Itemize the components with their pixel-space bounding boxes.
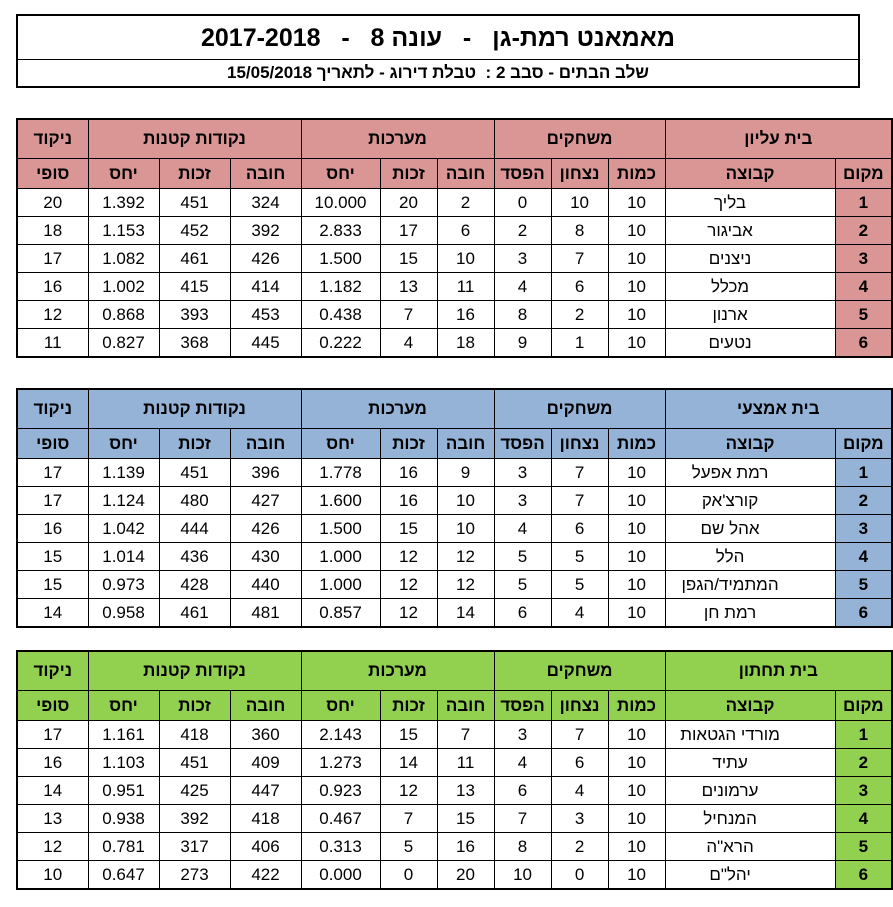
table-row (17, 487, 892, 515)
team-name-cell: רמת אפעל (665, 459, 835, 487)
wins-cell: 5 (551, 571, 608, 599)
sets-credit-cell: 0 (380, 861, 437, 890)
rank-cell: 6 (835, 599, 892, 628)
points-ratio-cell: 0.868 (88, 301, 159, 329)
score-cell: 17 (17, 459, 88, 487)
team-name-cell: יהל"ם (665, 861, 835, 890)
points-ratio-cell: 1.002 (88, 273, 159, 301)
rank-cell: 5 (835, 571, 892, 599)
sets-ratio-cell: 0.222 (301, 329, 380, 358)
sets-credit-header: זכות (380, 691, 437, 721)
points-credit-cell: 461 (159, 599, 230, 628)
played-cell: 10 (608, 189, 665, 217)
table-row (17, 833, 892, 861)
wins-cell: 0 (551, 861, 608, 890)
score-cell: 16 (17, 273, 88, 301)
points-debit-cell: 426 (230, 245, 301, 273)
sets-debit-header: חובה (437, 429, 494, 459)
score-cell: 15 (17, 543, 88, 571)
team-name-cell: קורצ'אק (665, 487, 835, 515)
sets-debit-cell: 7 (437, 721, 494, 749)
points-credit-cell: 368 (159, 329, 230, 358)
points-debit-cell: 430 (230, 543, 301, 571)
sets-ratio-cell: 0.923 (301, 777, 380, 805)
losses-cell: 8 (494, 833, 551, 861)
losses-header: הפסד (494, 691, 551, 721)
group-name: בית אמצעי (665, 389, 892, 429)
team-name-cell: המנחיל (665, 805, 835, 833)
sets-credit-cell: 14 (380, 749, 437, 777)
wins-cell: 2 (551, 833, 608, 861)
played-cell: 10 (608, 515, 665, 543)
score-header-top: ניקוד (17, 651, 88, 691)
rank-cell: 1 (835, 459, 892, 487)
rank-header: מקום (835, 429, 892, 459)
sets-credit-cell: 12 (380, 777, 437, 805)
score-header-bottom: סופי (17, 159, 88, 189)
points-header: נקודות קטנות (88, 389, 301, 429)
wins-cell: 6 (551, 515, 608, 543)
team-name-cell: מורדי הגטאות (665, 721, 835, 749)
wins-cell: 8 (551, 217, 608, 245)
team-name-cell: ניצנים (665, 245, 835, 273)
points-debit-cell: 440 (230, 571, 301, 599)
points-ratio-cell: 1.161 (88, 721, 159, 749)
sets-debit-cell: 11 (437, 749, 494, 777)
team-name-cell: אביגור (665, 217, 835, 245)
table-row (17, 777, 892, 805)
rank-cell: 5 (835, 833, 892, 861)
points-ratio-cell: 1.103 (88, 749, 159, 777)
losses-cell: 5 (494, 571, 551, 599)
points-ratio-cell: 0.951 (88, 777, 159, 805)
points-ratio-cell: 0.827 (88, 329, 159, 358)
played-header: כמות (608, 429, 665, 459)
points-credit-cell: 392 (159, 805, 230, 833)
points-debit-header: חובה (230, 691, 301, 721)
table-row (17, 805, 892, 833)
points-credit-cell: 436 (159, 543, 230, 571)
points-credit-header: זכות (159, 691, 230, 721)
points-ratio-cell: 0.647 (88, 861, 159, 890)
points-ratio-header: יחס (88, 691, 159, 721)
sets-credit-cell: 5 (380, 833, 437, 861)
sets-debit-header: חובה (437, 159, 494, 189)
table-row (17, 861, 892, 890)
sets-debit-cell: 10 (437, 515, 494, 543)
played-header: כמות (608, 159, 665, 189)
upper-house-table (16, 118, 893, 358)
score-cell: 14 (17, 777, 88, 805)
wins-cell: 1 (551, 329, 608, 358)
sets-debit-cell: 20 (437, 861, 494, 890)
rank-cell: 2 (835, 749, 892, 777)
losses-cell: 7 (494, 805, 551, 833)
played-cell: 10 (608, 749, 665, 777)
sets-ratio-cell: 0.857 (301, 599, 380, 628)
team-header: קבוצה (665, 429, 835, 459)
rank-cell: 4 (835, 805, 892, 833)
wins-cell: 2 (551, 301, 608, 329)
points-debit-header: חובה (230, 429, 301, 459)
sets-debit-cell: 13 (437, 777, 494, 805)
score-header-top: ניקוד (17, 389, 88, 429)
table-row (17, 459, 892, 487)
team-name-cell: הרא"ה (665, 833, 835, 861)
losses-cell: 0 (494, 189, 551, 217)
sets-ratio-cell: 2.833 (301, 217, 380, 245)
games-header: משחקים (494, 119, 665, 159)
wins-cell: 7 (551, 245, 608, 273)
losses-cell: 6 (494, 777, 551, 805)
sets-debit-cell: 10 (437, 245, 494, 273)
points-credit-cell: 418 (159, 721, 230, 749)
played-cell: 10 (608, 721, 665, 749)
points-credit-cell: 273 (159, 861, 230, 890)
points-credit-cell: 425 (159, 777, 230, 805)
sets-debit-cell: 12 (437, 571, 494, 599)
rank-cell: 1 (835, 189, 892, 217)
points-ratio-cell: 1.042 (88, 515, 159, 543)
team-name-cell: רמת חן (665, 599, 835, 628)
sets-credit-cell: 16 (380, 487, 437, 515)
score-header-bottom: סופי (17, 691, 88, 721)
played-header: כמות (608, 691, 665, 721)
points-debit-cell: 426 (230, 515, 301, 543)
sets-credit-cell: 16 (380, 459, 437, 487)
points-credit-cell: 393 (159, 301, 230, 329)
points-credit-cell: 317 (159, 833, 230, 861)
points-debit-cell: 396 (230, 459, 301, 487)
middle-house-table (16, 388, 893, 628)
team-name-cell: הלל (665, 543, 835, 571)
points-credit-cell: 480 (159, 487, 230, 515)
page-title-box (16, 14, 860, 60)
played-cell: 10 (608, 833, 665, 861)
points-credit-cell: 452 (159, 217, 230, 245)
sets-credit-header: זכות (380, 429, 437, 459)
score-cell: 12 (17, 833, 88, 861)
team-header: קבוצה (665, 159, 835, 189)
rank-cell: 3 (835, 515, 892, 543)
table-row (17, 189, 892, 217)
losses-cell: 2 (494, 217, 551, 245)
table-row (17, 571, 892, 599)
group-header-row (17, 119, 892, 159)
sets-ratio-header: יחס (301, 159, 380, 189)
losses-cell: 4 (494, 273, 551, 301)
sets-header: מערכות (301, 119, 494, 159)
score-cell: 17 (17, 487, 88, 515)
sets-header: מערכות (301, 389, 494, 429)
group-name: בית עליון (665, 119, 892, 159)
losses-cell: 10 (494, 861, 551, 890)
table-row (17, 217, 892, 245)
points-debit-cell: 418 (230, 805, 301, 833)
points-debit-cell: 324 (230, 189, 301, 217)
score-cell: 13 (17, 805, 88, 833)
sets-debit-cell: 12 (437, 543, 494, 571)
group-name: בית תחתון (665, 651, 892, 691)
rank-cell: 6 (835, 329, 892, 358)
losses-cell: 3 (494, 459, 551, 487)
played-cell: 10 (608, 329, 665, 358)
points-debit-cell: 360 (230, 721, 301, 749)
points-ratio-cell: 1.124 (88, 487, 159, 515)
losses-cell: 8 (494, 301, 551, 329)
table-row (17, 329, 892, 358)
sets-ratio-cell: 0.467 (301, 805, 380, 833)
points-ratio-cell: 1.392 (88, 189, 159, 217)
points-credit-cell: 415 (159, 273, 230, 301)
score-cell: 20 (17, 189, 88, 217)
points-credit-header: זכות (159, 159, 230, 189)
team-name-cell: נטעים (665, 329, 835, 358)
points-ratio-cell: 1.153 (88, 217, 159, 245)
played-cell: 10 (608, 301, 665, 329)
sets-debit-cell: 11 (437, 273, 494, 301)
sets-credit-cell: 12 (380, 571, 437, 599)
played-cell: 10 (608, 805, 665, 833)
group-header-row (17, 389, 892, 429)
sets-debit-header: חובה (437, 691, 494, 721)
wins-cell: 4 (551, 777, 608, 805)
losses-header: הפסד (494, 429, 551, 459)
sets-credit-cell: 7 (380, 301, 437, 329)
sets-ratio-cell: 1.778 (301, 459, 380, 487)
score-cell: 14 (17, 599, 88, 628)
points-credit-cell: 451 (159, 459, 230, 487)
sets-ratio-cell: 0.000 (301, 861, 380, 890)
sets-ratio-header: יחס (301, 429, 380, 459)
score-cell: 17 (17, 721, 88, 749)
sets-credit-cell: 17 (380, 217, 437, 245)
team-name-cell: המתמיד/הגפן (665, 571, 835, 599)
page-title: מאמאנט רמת-גן - עונה 8 - 2017-2018 (200, 24, 676, 52)
sets-credit-cell: 4 (380, 329, 437, 358)
games-header: משחקים (494, 651, 665, 691)
sets-ratio-cell: 1.000 (301, 571, 380, 599)
played-cell: 10 (608, 571, 665, 599)
wins-cell: 7 (551, 721, 608, 749)
sets-debit-cell: 6 (437, 217, 494, 245)
points-debit-cell: 414 (230, 273, 301, 301)
rank-header: מקום (835, 691, 892, 721)
played-cell: 10 (608, 487, 665, 515)
losses-cell: 9 (494, 329, 551, 358)
played-cell: 10 (608, 599, 665, 628)
points-credit-cell: 451 (159, 749, 230, 777)
page-subtitle-box (16, 59, 860, 88)
rank-cell: 6 (835, 861, 892, 890)
wins-header: נצחון (551, 159, 608, 189)
points-debit-cell: 409 (230, 749, 301, 777)
sets-credit-cell: 15 (380, 721, 437, 749)
wins-cell: 6 (551, 273, 608, 301)
points-ratio-header: יחס (88, 159, 159, 189)
team-header: קבוצה (665, 691, 835, 721)
points-debit-cell: 447 (230, 777, 301, 805)
points-credit-cell: 461 (159, 245, 230, 273)
sets-ratio-cell: 1.182 (301, 273, 380, 301)
points-ratio-cell: 0.958 (88, 599, 159, 628)
sets-debit-cell: 18 (437, 329, 494, 358)
played-cell: 10 (608, 777, 665, 805)
score-cell: 16 (17, 749, 88, 777)
points-ratio-cell: 1.139 (88, 459, 159, 487)
score-cell: 12 (17, 301, 88, 329)
wins-cell: 5 (551, 543, 608, 571)
played-cell: 10 (608, 861, 665, 890)
table-row (17, 749, 892, 777)
points-credit-cell: 444 (159, 515, 230, 543)
points-header: נקודות קטנות (88, 119, 301, 159)
sets-ratio-cell: 1.273 (301, 749, 380, 777)
team-name-cell: בליך (665, 189, 835, 217)
sets-ratio-cell: 1.500 (301, 515, 380, 543)
sets-ratio-cell: 1.500 (301, 245, 380, 273)
points-debit-cell: 445 (230, 329, 301, 358)
losses-cell: 5 (494, 543, 551, 571)
sets-ratio-header: יחס (301, 691, 380, 721)
wins-header: נצחון (551, 429, 608, 459)
rank-cell: 2 (835, 217, 892, 245)
sets-header: מערכות (301, 651, 494, 691)
played-cell: 10 (608, 245, 665, 273)
wins-cell: 6 (551, 749, 608, 777)
score-cell: 16 (17, 515, 88, 543)
sets-debit-cell: 16 (437, 301, 494, 329)
games-header: משחקים (494, 389, 665, 429)
wins-cell: 4 (551, 599, 608, 628)
points-ratio-cell: 0.781 (88, 833, 159, 861)
points-debit-cell: 422 (230, 861, 301, 890)
table-row (17, 599, 892, 628)
points-credit-cell: 451 (159, 189, 230, 217)
team-name-cell: אהל שם (665, 515, 835, 543)
sets-debit-cell: 14 (437, 599, 494, 628)
sets-credit-cell: 15 (380, 515, 437, 543)
played-cell: 10 (608, 459, 665, 487)
lower-house-table (16, 650, 893, 890)
sets-credit-cell: 12 (380, 599, 437, 628)
sets-ratio-cell: 1.000 (301, 543, 380, 571)
wins-cell: 7 (551, 487, 608, 515)
sets-credit-cell: 12 (380, 543, 437, 571)
column-header-row (17, 691, 892, 721)
team-name-cell: עתיד (665, 749, 835, 777)
rank-cell: 4 (835, 543, 892, 571)
table-row (17, 543, 892, 571)
points-ratio-cell: 1.082 (88, 245, 159, 273)
points-ratio-header: יחס (88, 429, 159, 459)
score-cell: 17 (17, 245, 88, 273)
rank-cell: 1 (835, 721, 892, 749)
points-debit-cell: 392 (230, 217, 301, 245)
rank-cell: 2 (835, 487, 892, 515)
losses-cell: 4 (494, 749, 551, 777)
team-name-cell: מכלל (665, 273, 835, 301)
sets-ratio-cell: 1.600 (301, 487, 380, 515)
points-debit-cell: 406 (230, 833, 301, 861)
points-ratio-cell: 1.014 (88, 543, 159, 571)
score-header-top: ניקוד (17, 119, 88, 159)
losses-cell: 6 (494, 599, 551, 628)
points-credit-header: זכות (159, 429, 230, 459)
sets-ratio-cell: 10.000 (301, 189, 380, 217)
sets-debit-cell: 2 (437, 189, 494, 217)
wins-cell: 10 (551, 189, 608, 217)
table-row (17, 245, 892, 273)
sets-credit-cell: 15 (380, 245, 437, 273)
sets-credit-cell: 13 (380, 273, 437, 301)
column-header-row (17, 159, 892, 189)
sets-credit-header: זכות (380, 159, 437, 189)
sets-ratio-cell: 0.438 (301, 301, 380, 329)
losses-cell: 4 (494, 515, 551, 543)
losses-cell: 3 (494, 245, 551, 273)
sets-ratio-cell: 0.313 (301, 833, 380, 861)
points-ratio-cell: 0.938 (88, 805, 159, 833)
points-debit-header: חובה (230, 159, 301, 189)
page-subtitle: שלב הבתים - סבב 2 : טבלת דירוג - לתאריך 15/05/2018 (226, 63, 649, 82)
rank-cell: 5 (835, 301, 892, 329)
wins-cell: 3 (551, 805, 608, 833)
sets-ratio-cell: 2.143 (301, 721, 380, 749)
team-name-cell: ערמונים (665, 777, 835, 805)
rank-header: מקום (835, 159, 892, 189)
points-credit-cell: 428 (159, 571, 230, 599)
points-debit-cell: 481 (230, 599, 301, 628)
table-row (17, 721, 892, 749)
played-cell: 10 (608, 543, 665, 571)
table-row (17, 301, 892, 329)
table-row (17, 515, 892, 543)
table-row (17, 273, 892, 301)
points-header: נקודות קטנות (88, 651, 301, 691)
sets-debit-cell: 15 (437, 805, 494, 833)
score-cell: 11 (17, 329, 88, 358)
rank-cell: 3 (835, 777, 892, 805)
score-cell: 10 (17, 861, 88, 890)
losses-header: הפסד (494, 159, 551, 189)
played-cell: 10 (608, 273, 665, 301)
sets-debit-cell: 9 (437, 459, 494, 487)
column-header-row (17, 429, 892, 459)
losses-cell: 3 (494, 721, 551, 749)
played-cell: 10 (608, 217, 665, 245)
points-debit-cell: 453 (230, 301, 301, 329)
losses-cell: 3 (494, 487, 551, 515)
rank-cell: 4 (835, 273, 892, 301)
sets-debit-cell: 16 (437, 833, 494, 861)
score-cell: 15 (17, 571, 88, 599)
sets-credit-cell: 7 (380, 805, 437, 833)
group-header-row (17, 651, 892, 691)
team-name-cell: ארנון (665, 301, 835, 329)
points-ratio-cell: 0.973 (88, 571, 159, 599)
rank-cell: 3 (835, 245, 892, 273)
wins-header: נצחון (551, 691, 608, 721)
score-cell: 18 (17, 217, 88, 245)
wins-cell: 7 (551, 459, 608, 487)
points-debit-cell: 427 (230, 487, 301, 515)
sets-debit-cell: 10 (437, 487, 494, 515)
score-header-bottom: סופי (17, 429, 88, 459)
sets-credit-cell: 20 (380, 189, 437, 217)
